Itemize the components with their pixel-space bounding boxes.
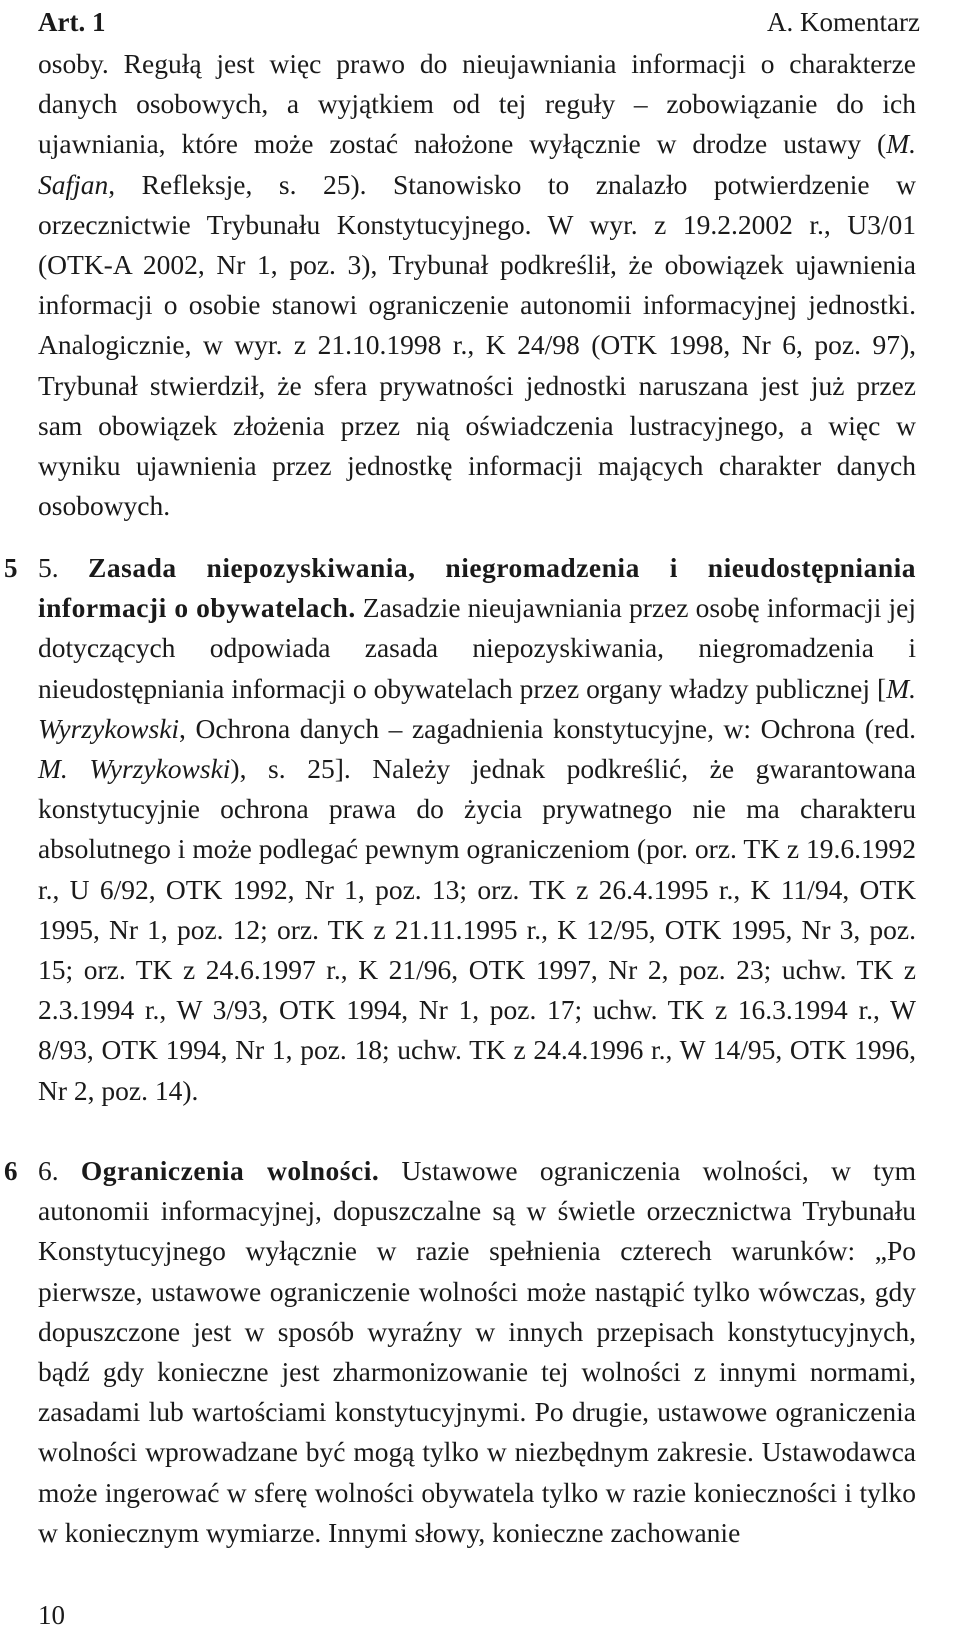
author-name: M. Wyrzykowski (38, 672, 916, 744)
margin-number: 6 (4, 1156, 18, 1186)
paragraph-text: Ustawowe ograniczenia wolności, w tym autonomii informacyjnej, dopuszczalne są w świetle orzecznictwa Trybunału Konstytucyjnego wyłącznie w razie spełnienia czterech warunków: „Po pierwsze, ustawowe ograniczenie wolności może nastąpić tylko wówczas, gdy dopuszczone jest w sposób wyraźny w innych przepisach konstytucyjnych, bądź gdy konieczne jest zharmonizowanie tej wolności z innymi normami, zasadami lub wartościami konstytucyjnymi. Po drugie, ustawowe ograniczenia wolności wprowadzane być mogą tylko w niezbędnym zakresie. Ustawodawca może ingerować w sferę wolności obywatela tylko w razie konieczności i tylko w koniecznym wymiarze. Innymi słowy, konieczne zachowanie (38, 1155, 916, 1548)
paragraph-continuation (38, 44, 916, 526)
margin-number: 5 (4, 553, 18, 583)
paragraph-text: , Refleksje, s. 25). Stanowisko to znalazło potwierdzenie w orzecznictwie Trybunału Konstytucyjnego. W wyr. z 19.2.2002 r., U3/01 (OTK-A 2002, Nr 1, poz. 3), Trybunał podkreślił, że obowiązek ujawnienia informacji o osobie stanowi ograniczenie autonomii informacyjnej jednostki. Analogicznie, w wyr. z 21.10.1998 r., K 24/98 (OTK 1998, Nr 6, poz. 97), Trybunał stwierdził, że sfera prywatności jednostki naruszana jest już przez sam obowiązek złożenia przez nią oświadczenia lustracyjnego, a więc w wyniku ujawnienia przez jednostkę informacji mających charakter danych osobowych. (38, 168, 916, 522)
author-name: M. Safjan (38, 128, 916, 200)
article-label: Art. 1 (38, 6, 106, 37)
page-number: 10 (38, 1600, 65, 1630)
paragraph-5 (38, 548, 916, 1111)
paragraph-number: 6. (38, 1155, 81, 1186)
paragraph-text: Zasadzie nieujawniania przez osobę informacji jej dotyczących odpowiada zasada niepozyskiwania, niegromadzenia i nieudostępniania informacji o obywatelach przez organy władzy publicznej [ (38, 592, 916, 704)
running-header (38, 2, 920, 42)
paragraph-text: ), s. 25]. Należy jednak podkreślić, że gwarantowana konstytucyjnie ochrona prawa do życia prywatnego nie ma charakteru absolutnego i może podlegać pewnym ograniczeniom (por. orz. TK z 19.6.1992 r., U 6/92, OTK 1992, Nr 1, poz. 13; orz. TK z 26.4.1995 r., K 11/94, OTK 1995, Nr 1, poz. 12; orz. TK z 21.11.1995 r., K 12/95, OTK 1995, Nr 3, poz. 15; orz. TK z 24.6.1997 r., K 21/96, OTK 1997, Nr 2, poz. 23; uchw. TK z 2.3.1994 r., W 3/93, OTK 1994, Nr 1, poz. 17; uchw. TK z 16.3.1994 r., W 8/93, OTK 1994, Nr 1, poz. 18; uchw. TK z 24.4.1996 r., W 14/95, OTK 1996, Nr 2, poz. 14). (38, 753, 917, 1106)
paragraph-heading: Ograniczenia wolności. (80, 1155, 380, 1186)
author-name: M. Wyrzykowski (38, 753, 231, 785)
paragraph-text: osoby. Regułą jest więc prawo do nieujawniania informacji o charakterze danych osobowych, a wyjątkiem od tej reguły – zobowiązanie do ich ujawniania, które może zostać nałożone wyłącznie w drodze ustawy ( (38, 48, 916, 160)
paragraph-text: , Ochrona danych – zagadnienia konstytucyjne, w: Ochrona (red. (179, 712, 916, 744)
paragraph-6 (38, 1151, 916, 1553)
section-label: A. Komentarz (767, 6, 920, 37)
paragraph-heading: Zasada niepozyskiwania, niegromadzenia i nieudostępniania informacji o obywatelach. (38, 552, 917, 624)
paragraph-number: 5. (38, 552, 89, 583)
